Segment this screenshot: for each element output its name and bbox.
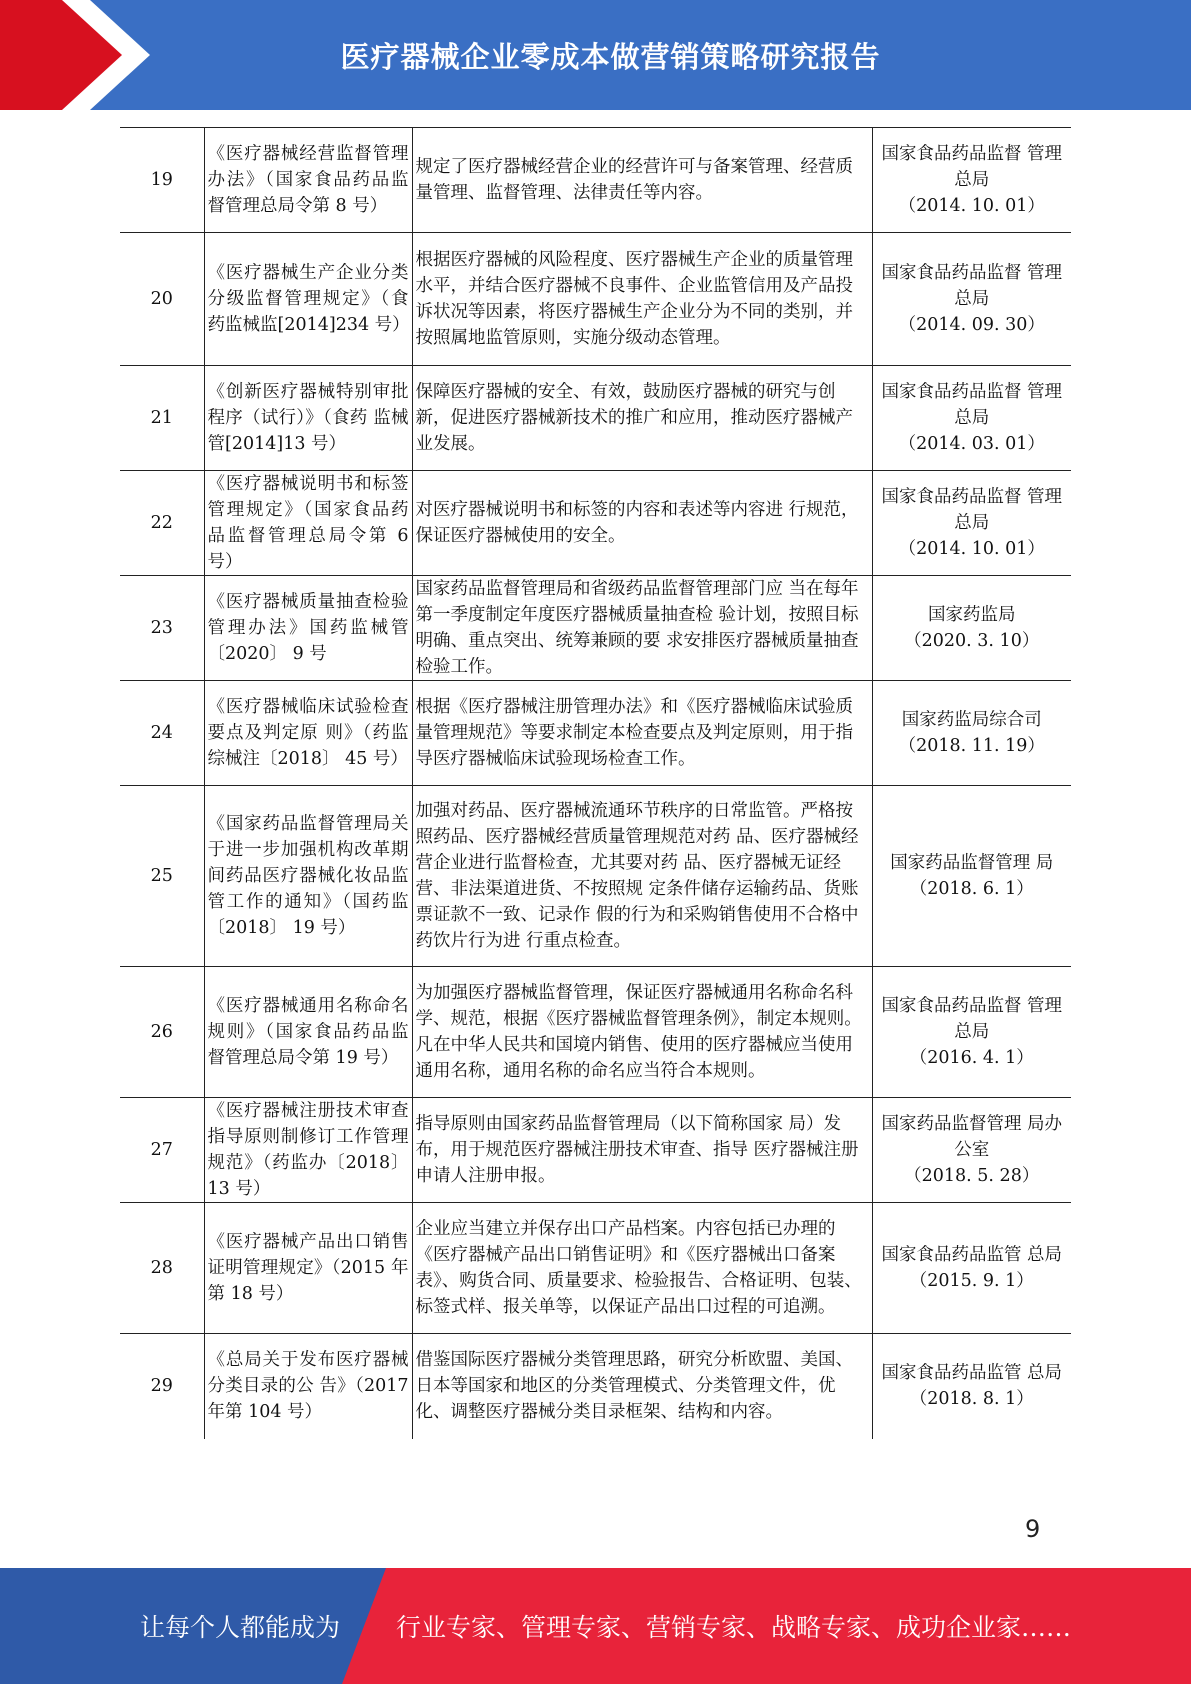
red-arrow-decoration bbox=[0, 0, 150, 110]
regulation-description: 加强对药品、医疗器械流通环节秩序的日常监管。严格按照药品、医疗器械经营质量管理规范对药 品、医疗器械经营企业进行监督检查，尤其要对药 品、医疗器械无证经营、非法渠道进货、不按照规 定条件储存运输药品、货账票证款不一致、记录作 假的行为和采购销售使用不合格中药饮片行为进 行重点检查。 bbox=[412, 786, 872, 967]
effective-date: （2015. 9. 1） bbox=[909, 1271, 1034, 1291]
issuer-name: 国家药监局综合司 bbox=[901, 710, 1042, 730]
regulation-name: 《医疗器械生产企业分类分级监督管理规定》（食药监械监[2014]234 号） bbox=[204, 233, 412, 366]
page-number: 9 bbox=[1025, 1515, 1041, 1543]
row-number: 19 bbox=[150, 170, 173, 190]
footer-slogan-left: 让每个人都能成为 bbox=[140, 1613, 341, 1642]
effective-date: （2020. 3. 10） bbox=[904, 631, 1040, 651]
effective-date: （2014. 10. 01） bbox=[898, 196, 1045, 216]
issuing-authority bbox=[872, 967, 1071, 1098]
report-title: 医疗器械企业零成本做营销策略研究报告 bbox=[340, 39, 881, 74]
row-number: 25 bbox=[150, 866, 173, 886]
regulation-description: 规定了医疗器械经营企业的经营许可与备案管理、经营质量管理、监督管理、法律责任等内容。 bbox=[412, 128, 872, 233]
regulation-description: 国家药品监督管理局和省级药品监督管理部门应 当在每年第一季度制定年度医疗器械质量抽查检 验计划，按照目标明确、重点突出、统筹兼顾的要 求安排医疗器械质量抽查检验工作。 bbox=[412, 576, 872, 681]
issuing-authority bbox=[872, 576, 1071, 681]
footer-banner bbox=[0, 1568, 1191, 1684]
issuing-authority bbox=[872, 1098, 1071, 1203]
row-number: 28 bbox=[150, 1258, 173, 1278]
issuing-authority bbox=[872, 471, 1071, 576]
table-row bbox=[120, 128, 1071, 233]
table-row bbox=[120, 786, 1071, 967]
table-row bbox=[120, 233, 1071, 366]
table-row bbox=[120, 967, 1071, 1098]
effective-date: （2018. 5. 28） bbox=[904, 1166, 1040, 1186]
table-row bbox=[120, 366, 1071, 471]
effective-date: （2018. 6. 1） bbox=[909, 879, 1034, 899]
table-row bbox=[120, 681, 1071, 786]
issuer-name: 国家食品药品监督 管理总局 bbox=[881, 996, 1063, 1042]
regulation-name: 《创新医疗器械特别审批程序（试行）》（食药 监械管[2014]13 号） bbox=[204, 366, 412, 471]
issuer-name: 国家食品药品监管 总局 bbox=[881, 1363, 1063, 1384]
row-number: 22 bbox=[150, 513, 173, 533]
regulation-name: 《医疗器械注册技术审查指导原则制修订工作管理规范》（药监办〔2018〕13 号） bbox=[204, 1098, 412, 1203]
regulation-description: 对医疗器械说明书和标签的内容和表述等内容进 行规范，保证医疗器械使用的安全。 bbox=[412, 471, 872, 576]
issuing-authority bbox=[872, 681, 1071, 786]
issuer-name: 国家药品监督管理 局 bbox=[890, 853, 1054, 873]
regulation-name: 《医疗器械产品出口销售证明管理规定》（2015 年第 18 号） bbox=[204, 1203, 412, 1334]
row-number: 21 bbox=[150, 408, 173, 428]
row-number: 26 bbox=[150, 1022, 173, 1042]
regulation-name: 《总局关于发布医疗器械分类目录的公 告》（2017 年第 104 号） bbox=[204, 1334, 412, 1439]
regulation-description: 保障医疗器械的安全、有效，鼓励医疗器械的研究与创新，促进医疗器械新技术的推广和应用，推动医疗器械产业发展。 bbox=[412, 366, 872, 471]
table-row bbox=[120, 576, 1071, 681]
issuer-name: 国家食品药品监管 总局 bbox=[881, 1245, 1063, 1265]
regulation-description: 根据《医疗器械注册管理办法》和《医疗器械临床试验质量管理规范》等要求制定本检查要点及判定原则，用于指导医疗器械临床试验现场检查工作。 bbox=[412, 681, 872, 786]
table-row bbox=[120, 1098, 1071, 1203]
regulation-description: 企业应当建立并保存出口产品档案。内容包括已办理的《医疗器械产品出口销售证明》和《医疗器械出口备案表》、购货合同、质量要求、检验报告、合格证明、包装、标签式样、报关单等，以保证产品出口过程的可追溯。 bbox=[412, 1203, 872, 1334]
effective-date: （2014. 10. 01） bbox=[898, 539, 1045, 559]
issuing-authority bbox=[872, 786, 1071, 967]
header-banner bbox=[0, 0, 1191, 110]
effective-date: （2018. 11. 19） bbox=[898, 736, 1045, 756]
issuer-name: 国家食品药品监督 管理总局 bbox=[881, 263, 1063, 309]
regulation-name: 《国家药品监督管理局关于进一步加强机构改革期间药品医疗器械化妆品监管工作的通知》（国药监〔2018〕 19 号） bbox=[204, 786, 412, 967]
issuing-authority bbox=[872, 1334, 1071, 1439]
issuing-authority bbox=[872, 1203, 1071, 1334]
regulation-description: 根据医疗器械的风险程度、医疗器械生产企业的质量管理水平，并结合医疗器械不良事件、企业监管信用及产品投诉状况等因素，将医疗器械生产企业分为不同的类别，并按照属地监管原则，实施分级动态管理。 bbox=[412, 233, 872, 366]
issuer-name: 国家食品药品监督 管理总局 bbox=[881, 382, 1063, 428]
issuer-name: 国家药品监督管理 局办公室 bbox=[881, 1114, 1063, 1160]
issuing-authority bbox=[872, 366, 1071, 471]
issuer-name: 国家药监局 bbox=[928, 605, 1016, 625]
regulation-name: 《医疗器械临床试验检查要点及判定原 则》（药监综械注〔2018〕 45 号） bbox=[204, 681, 412, 786]
effective-date: （2014. 03. 01） bbox=[898, 434, 1045, 454]
effective-date: （2018. 8. 1） bbox=[909, 1389, 1034, 1410]
regulation-table-body bbox=[120, 128, 1071, 1439]
regulation-description: 借鉴国际医疗器械分类管理思路，研究分析欧盟、美国、日本等国家和地区的分类管理模式、分类管理文件，优化、调整医疗器械分类目录框架、结构和内容。 bbox=[412, 1334, 872, 1439]
table-row bbox=[120, 1334, 1071, 1439]
issuer-name: 国家食品药品监督 管理总局 bbox=[881, 144, 1063, 190]
issuing-authority bbox=[872, 233, 1071, 366]
regulation-description: 指导原则由国家药品监督管理局（以下简称国家 局）发布，用于规范医疗器械注册技术审查、指导 医疗器械注册申请人注册申报。 bbox=[412, 1098, 872, 1203]
row-number: 20 bbox=[150, 289, 173, 309]
row-number: 29 bbox=[150, 1376, 173, 1397]
table-row bbox=[120, 1203, 1071, 1334]
regulation-name: 《医疗器械质量抽查检验管理办法》国药监械管〔2020〕 9 号 bbox=[204, 576, 412, 681]
issuing-authority bbox=[872, 128, 1071, 233]
row-number: 27 bbox=[150, 1140, 173, 1160]
regulation-table bbox=[120, 127, 1071, 1439]
regulation-description: 为加强医疗器械监督管理，保证医疗器械通用名称命名科学、规范，根据《医疗器械监督管理条例》，制定本规则。凡在中华人民共和国境内销售、使用的医疗器械应当使用通用名称，通用名称的命名应当符合本规则。 bbox=[412, 967, 872, 1098]
regulation-name: 《医疗器械经营监督管理办法》（国家食品药品监督管理总局令第 8 号） bbox=[204, 128, 412, 233]
row-number: 23 bbox=[150, 618, 173, 638]
row-number: 24 bbox=[150, 723, 173, 743]
footer-slogan-right: 行业专家、管理专家、营销专家、战略专家、成功企业家…… bbox=[396, 1613, 1072, 1642]
regulation-name: 《医疗器械通用名称命名规则》（国家食品药品监督管理总局令第 19 号） bbox=[204, 967, 412, 1098]
table-row bbox=[120, 471, 1071, 576]
effective-date: （2014. 09. 30） bbox=[898, 315, 1045, 335]
regulation-name: 《医疗器械说明书和标签管理规定》（国家食品药品监督管理总局令第 6 号） bbox=[204, 471, 412, 576]
issuer-name: 国家食品药品监督 管理总局 bbox=[881, 487, 1063, 533]
effective-date: （2016. 4. 1） bbox=[909, 1048, 1034, 1068]
